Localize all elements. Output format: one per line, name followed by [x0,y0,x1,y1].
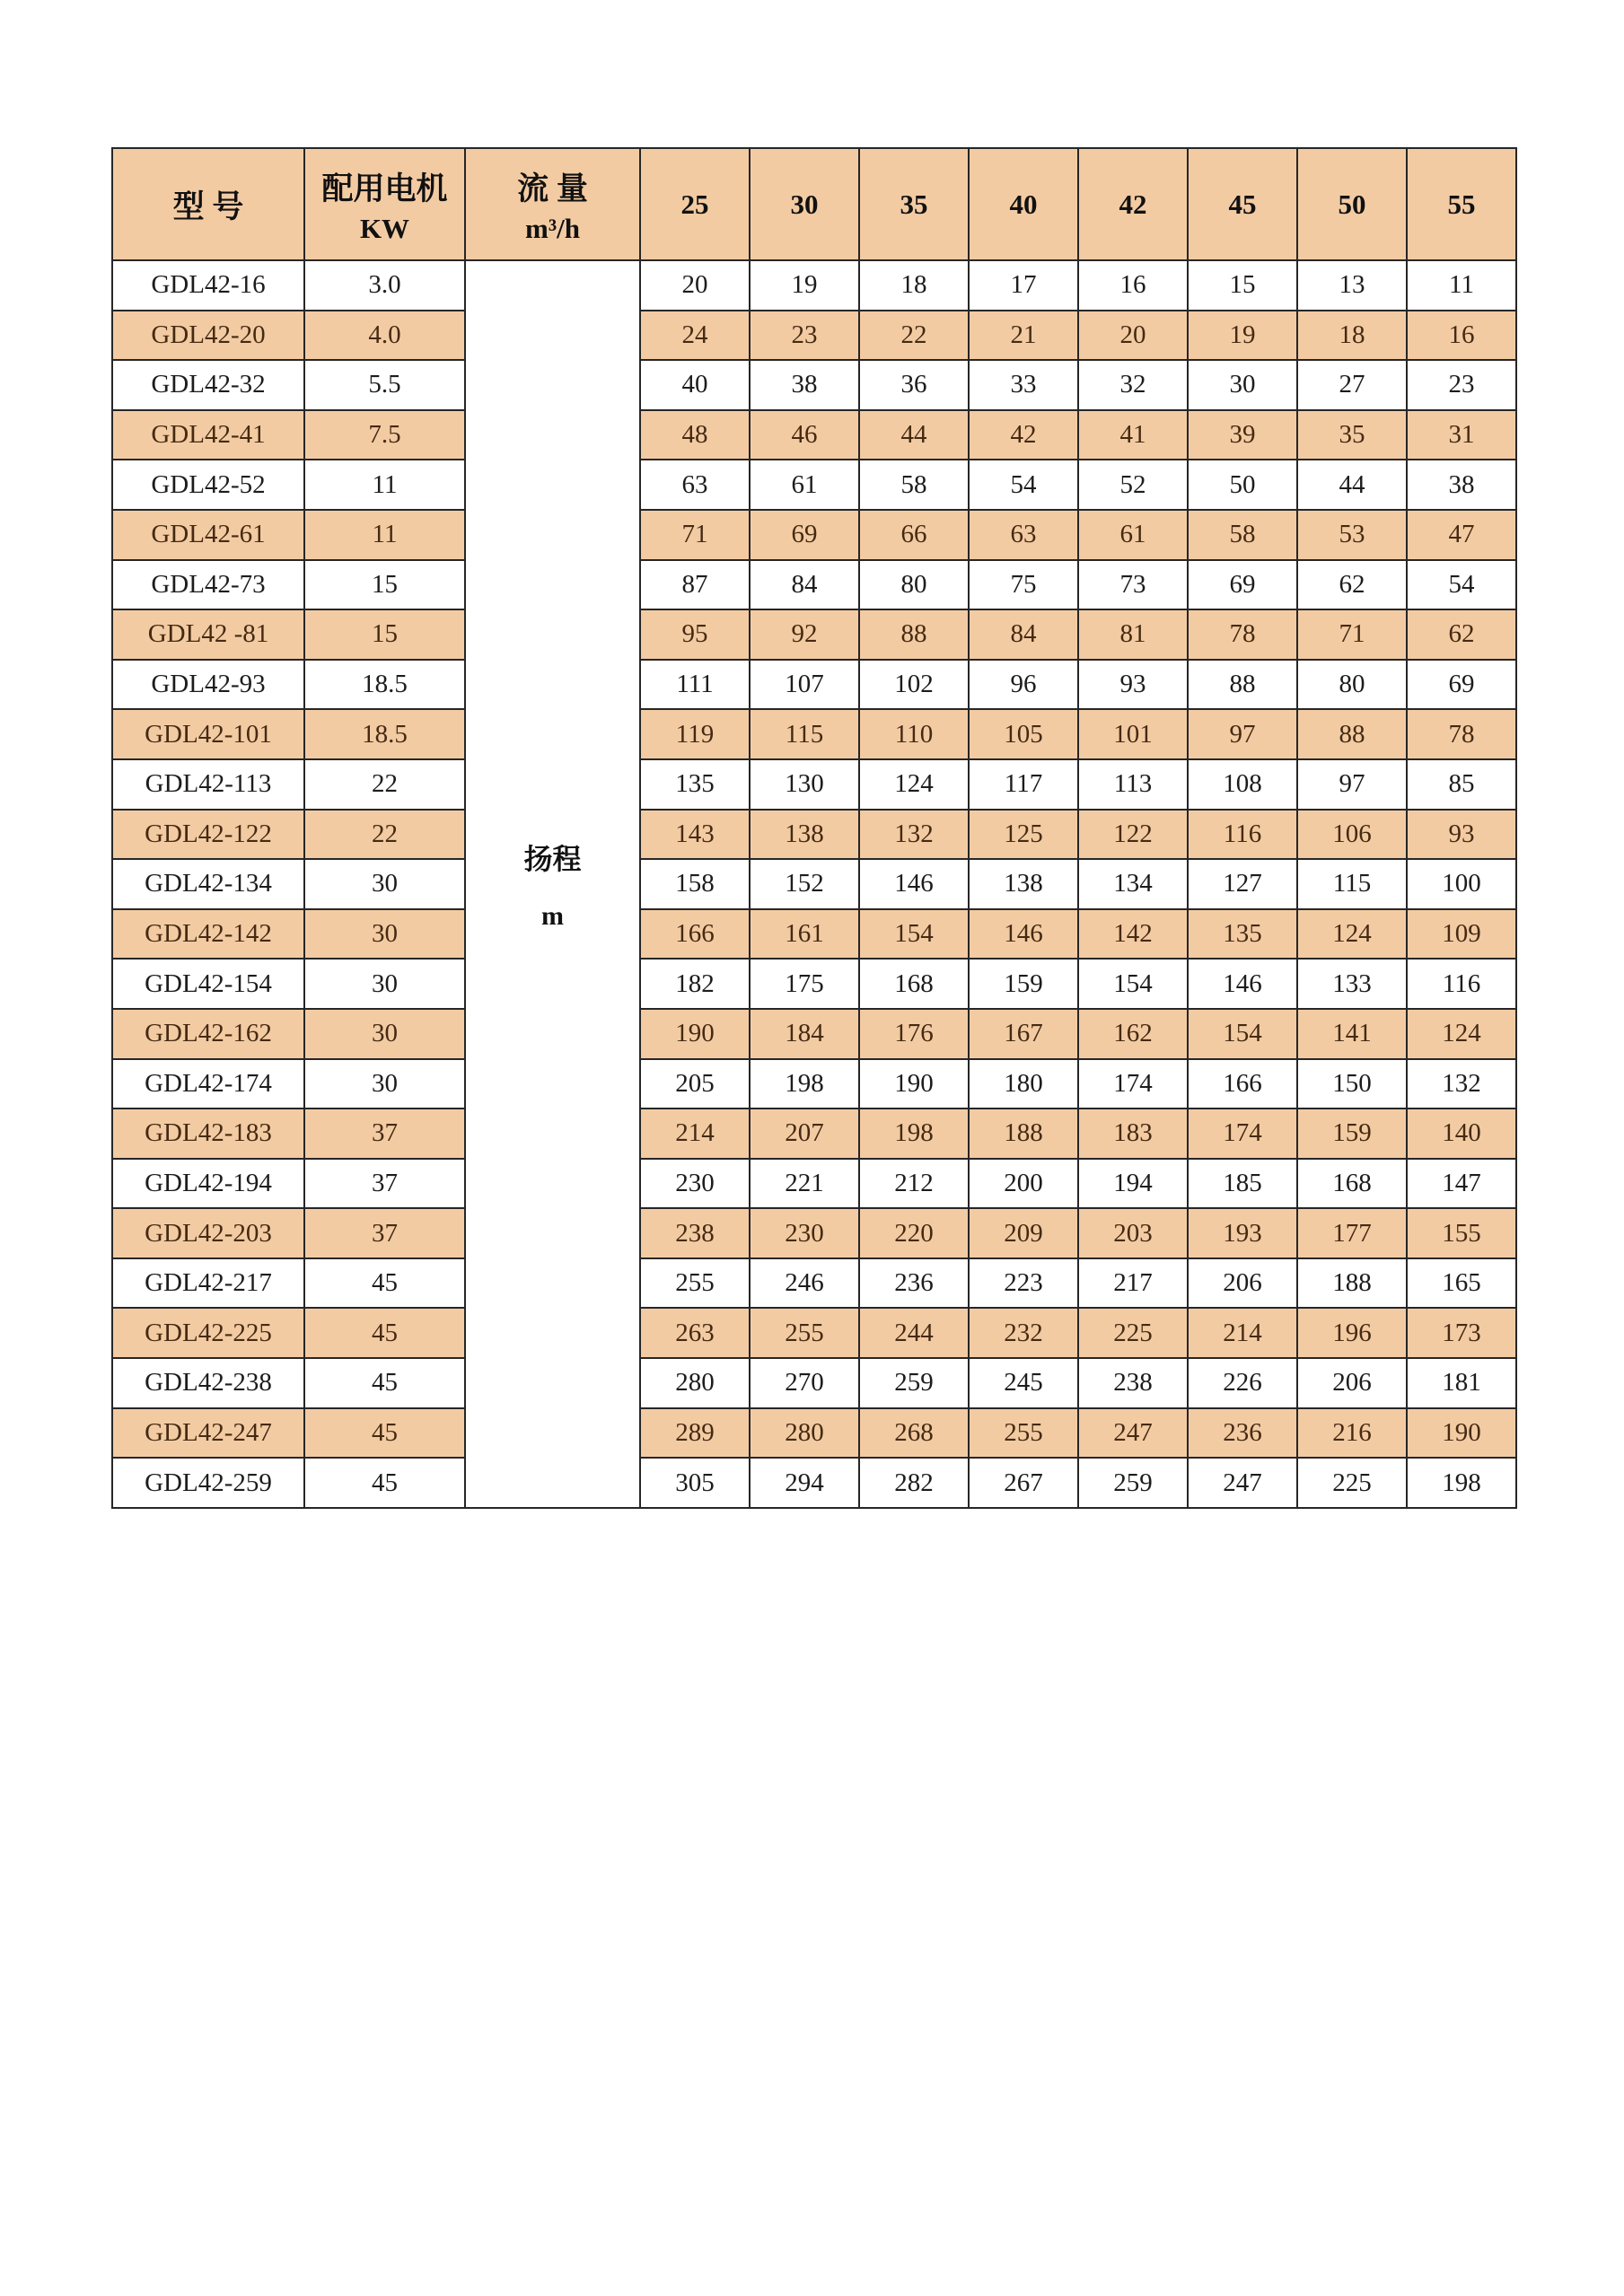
head-value-cell: 232 [969,1308,1078,1358]
motor-kw-cell: 45 [304,1358,465,1408]
table-row [112,1258,1516,1309]
head-value-cell: 63 [640,460,750,510]
head-value-cell: 207 [750,1109,859,1159]
head-value-cell: 132 [1407,1059,1516,1109]
head-value-cell: 150 [1297,1059,1407,1109]
head-value-cell: 71 [1297,609,1407,660]
head-value-cell: 15 [1188,260,1297,311]
head-value-cell: 177 [1297,1208,1407,1258]
head-value-cell: 154 [1188,1009,1297,1059]
head-value-cell: 135 [1188,909,1297,960]
head-value-cell: 96 [969,660,1078,710]
head-value-cell: 193 [1188,1208,1297,1258]
header-flow-30: 30 [750,148,859,260]
head-value-cell: 101 [1078,709,1188,759]
head-value-cell: 27 [1297,360,1407,410]
head-value-cell: 36 [859,360,969,410]
head-value-cell: 32 [1078,360,1188,410]
head-value-cell: 16 [1078,260,1188,311]
header-model: 型 号 [112,148,304,260]
table-row [112,1159,1516,1209]
head-value-cell: 267 [969,1458,1078,1508]
head-value-cell: 282 [859,1458,969,1508]
motor-kw-cell: 11 [304,510,465,560]
head-value-cell: 190 [1407,1408,1516,1459]
head-value-cell: 226 [1188,1358,1297,1408]
head-value-cell: 166 [640,909,750,960]
head-value-cell: 80 [1297,660,1407,710]
head-value-cell: 54 [969,460,1078,510]
head-value-cell: 176 [859,1009,969,1059]
head-value-cell: 108 [1188,759,1297,810]
head-value-cell: 255 [969,1408,1078,1459]
motor-kw-cell: 30 [304,959,465,1009]
head-value-cell: 159 [969,959,1078,1009]
motor-kw-cell: 37 [304,1159,465,1209]
head-value-cell: 268 [859,1408,969,1459]
table-row [112,1059,1516,1109]
model-cell: GDL42-93 [112,660,304,710]
head-value-cell: 198 [750,1059,859,1109]
head-value-cell: 146 [969,909,1078,960]
head-value-cell: 161 [750,909,859,960]
table-row [112,959,1516,1009]
head-value-cell: 216 [1297,1408,1407,1459]
head-value-cell: 263 [640,1308,750,1358]
head-value-cell: 93 [1078,660,1188,710]
head-value-cell: 40 [640,360,750,410]
head-value-cell: 245 [969,1358,1078,1408]
model-cell: GDL42-122 [112,810,304,860]
head-value-cell: 41 [1078,410,1188,460]
head-value-cell: 244 [859,1308,969,1358]
head-value-cell: 81 [1078,609,1188,660]
head-value-cell: 61 [750,460,859,510]
head-value-cell: 116 [1407,959,1516,1009]
head-value-cell: 30 [1188,360,1297,410]
head-value-cell: 230 [640,1159,750,1209]
header-flow-line2: m³/h [525,212,580,244]
table-row [112,360,1516,410]
head-value-cell: 125 [969,810,1078,860]
head-value-cell: 158 [640,859,750,909]
head-value-cell: 20 [1078,311,1188,361]
head-value-cell: 305 [640,1458,750,1508]
head-value-cell: 203 [1078,1208,1188,1258]
head-value-cell: 140 [1407,1109,1516,1159]
head-value-cell: 135 [640,759,750,810]
head-value-cell: 115 [750,709,859,759]
head-value-cell: 209 [969,1208,1078,1258]
head-value-cell: 124 [859,759,969,810]
head-value-cell: 95 [640,609,750,660]
model-cell: GDL42-101 [112,709,304,759]
head-value-cell: 97 [1188,709,1297,759]
head-value-cell: 166 [1188,1059,1297,1109]
head-value-cell: 230 [750,1208,859,1258]
model-cell: GDL42-61 [112,510,304,560]
header-flow-45: 45 [1188,148,1297,260]
head-value-cell: 117 [969,759,1078,810]
head-value-cell: 63 [969,510,1078,560]
head-value-cell: 255 [750,1308,859,1358]
head-value-cell: 21 [969,311,1078,361]
head-value-cell: 18 [859,260,969,311]
head-value-cell: 78 [1188,609,1297,660]
table-row [112,510,1516,560]
head-value-cell: 138 [750,810,859,860]
head-value-cell: 174 [1078,1059,1188,1109]
model-cell: GDL42-225 [112,1308,304,1358]
motor-kw-cell: 15 [304,609,465,660]
head-value-cell: 188 [969,1109,1078,1159]
head-value-cell: 141 [1297,1009,1407,1059]
model-cell: GDL42-247 [112,1408,304,1459]
head-value-cell: 206 [1188,1258,1297,1309]
head-value-cell: 88 [859,609,969,660]
head-value-cell: 280 [750,1408,859,1459]
head-value-cell: 20 [640,260,750,311]
head-value-cell: 270 [750,1358,859,1408]
head-value-cell: 223 [969,1258,1078,1309]
head-value-cell: 38 [750,360,859,410]
head-value-cell: 154 [859,909,969,960]
head-value-cell: 143 [640,810,750,860]
model-cell: GDL42-174 [112,1059,304,1109]
head-value-cell: 238 [640,1208,750,1258]
head-value-cell: 52 [1078,460,1188,510]
table-row [112,859,1516,909]
motor-kw-cell: 30 [304,909,465,960]
head-value-cell: 11 [1407,260,1516,311]
head-value-cell: 113 [1078,759,1188,810]
head-value-cell: 133 [1297,959,1407,1009]
head-value-cell: 71 [640,510,750,560]
model-cell: GDL42-73 [112,560,304,610]
head-value-cell: 107 [750,660,859,710]
head-value-cell: 22 [859,311,969,361]
table-row [112,311,1516,361]
head-value-cell: 280 [640,1358,750,1408]
model-cell: GDL42-194 [112,1159,304,1209]
head-value-cell: 214 [640,1109,750,1159]
head-value-cell: 78 [1407,709,1516,759]
head-value-cell: 190 [640,1009,750,1059]
head-value-cell: 44 [859,410,969,460]
motor-kw-cell: 15 [304,560,465,610]
head-value-cell: 185 [1188,1159,1297,1209]
head-value-cell: 168 [1297,1159,1407,1209]
head-value-cell: 190 [859,1059,969,1109]
head-value-cell: 247 [1078,1408,1188,1459]
motor-kw-cell: 7.5 [304,410,465,460]
head-value-cell: 146 [859,859,969,909]
table-row [112,660,1516,710]
header-flow-line1: 流 量 [517,171,588,206]
head-value-cell: 198 [1407,1458,1516,1508]
motor-kw-cell: 45 [304,1458,465,1508]
head-value-cell: 198 [859,1109,969,1159]
motor-kw-cell: 3.0 [304,260,465,311]
motor-kw-cell: 45 [304,1258,465,1309]
table-row [112,810,1516,860]
head-value-cell: 46 [750,410,859,460]
head-value-cell: 100 [1407,859,1516,909]
head-value-cell: 146 [1188,959,1297,1009]
model-cell: GDL42-203 [112,1208,304,1258]
head-value-cell: 88 [1297,709,1407,759]
motor-kw-cell: 37 [304,1208,465,1258]
head-value-cell: 85 [1407,759,1516,810]
table-row [112,1009,1516,1059]
model-cell: GDL42-16 [112,260,304,311]
model-cell: GDL42 -81 [112,609,304,660]
motor-kw-cell: 30 [304,859,465,909]
head-value-cell: 162 [1078,1009,1188,1059]
head-value-cell: 106 [1297,810,1407,860]
table-body [112,260,1516,1508]
table-row [112,909,1516,960]
head-value-cell: 205 [640,1059,750,1109]
head-value-cell: 167 [969,1009,1078,1059]
head-value-cell: 289 [640,1408,750,1459]
table-row [112,410,1516,460]
model-cell: GDL42-217 [112,1258,304,1309]
head-value-cell: 102 [859,660,969,710]
head-value-cell: 24 [640,311,750,361]
motor-kw-cell: 22 [304,810,465,860]
head-value-cell: 69 [1188,560,1297,610]
head-value-cell: 142 [1078,909,1188,960]
table-row [112,460,1516,510]
head-value-cell: 182 [640,959,750,1009]
head-value-cell: 109 [1407,909,1516,960]
header-motor-line1: 配用电机 [321,171,448,206]
head-value-cell: 168 [859,959,969,1009]
head-value-cell: 110 [859,709,969,759]
header-flow-35: 35 [859,148,969,260]
motor-kw-cell: 4.0 [304,311,465,361]
head-value-cell: 122 [1078,810,1188,860]
head-value-cell: 23 [1407,360,1516,410]
head-value-cell: 84 [969,609,1078,660]
head-value-cell: 116 [1188,810,1297,860]
motor-kw-cell: 18.5 [304,709,465,759]
model-cell: GDL42-183 [112,1109,304,1159]
header-flow-40: 40 [969,148,1078,260]
head-value-cell: 154 [1078,959,1188,1009]
model-cell: GDL42-162 [112,1009,304,1059]
head-value-cell: 259 [1078,1458,1188,1508]
motor-kw-cell: 5.5 [304,360,465,410]
head-value-cell: 53 [1297,510,1407,560]
head-value-cell: 132 [859,810,969,860]
head-value-cell: 97 [1297,759,1407,810]
head-value-cell: 124 [1297,909,1407,960]
head-value-cell: 152 [750,859,859,909]
head-value-cell: 200 [969,1159,1078,1209]
head-value-cell: 111 [640,660,750,710]
model-cell: GDL42-259 [112,1458,304,1508]
header-row [112,148,1516,260]
header-motor-kw [304,148,465,260]
head-value-cell: 134 [1078,859,1188,909]
table-row [112,1208,1516,1258]
head-value-cell: 175 [750,959,859,1009]
head-value-cell: 217 [1078,1258,1188,1309]
head-value-cell: 194 [1078,1159,1188,1209]
head-value-cell: 75 [969,560,1078,610]
head-value-cell: 19 [1188,311,1297,361]
model-cell: GDL42-154 [112,959,304,1009]
motor-kw-cell: 45 [304,1308,465,1358]
head-unit-merged-cell [465,260,640,1508]
head-value-cell: 62 [1407,609,1516,660]
head-value-cell: 196 [1297,1308,1407,1358]
head-value-cell: 17 [969,260,1078,311]
header-flow-25: 25 [640,148,750,260]
head-value-cell: 127 [1188,859,1297,909]
head-value-cell: 147 [1407,1159,1516,1209]
head-value-cell: 173 [1407,1308,1516,1358]
head-unit-line2: m [541,900,564,931]
table-row [112,1358,1516,1408]
head-unit-line1: 扬程 [523,842,582,875]
model-cell: GDL42-113 [112,759,304,810]
head-value-cell: 39 [1188,410,1297,460]
head-value-cell: 35 [1297,410,1407,460]
head-value-cell: 33 [969,360,1078,410]
head-value-cell: 69 [1407,660,1516,710]
model-cell: GDL42-41 [112,410,304,460]
head-value-cell: 93 [1407,810,1516,860]
header-flow [465,148,640,260]
head-value-cell: 225 [1078,1308,1188,1358]
head-value-cell: 294 [750,1458,859,1508]
head-value-cell: 259 [859,1358,969,1408]
motor-kw-cell: 18.5 [304,660,465,710]
motor-kw-cell: 30 [304,1059,465,1109]
motor-kw-cell: 11 [304,460,465,510]
head-value-cell: 69 [750,510,859,560]
head-value-cell: 246 [750,1258,859,1309]
model-cell: GDL42-32 [112,360,304,410]
model-cell: GDL42-134 [112,859,304,909]
head-value-cell: 236 [1188,1408,1297,1459]
header-motor-line2: KW [359,212,410,244]
head-value-cell: 47 [1407,510,1516,560]
table-row [112,1109,1516,1159]
table-row [112,709,1516,759]
table-row [112,560,1516,610]
head-value-cell: 61 [1078,510,1188,560]
head-value-cell: 183 [1078,1109,1188,1159]
head-value-cell: 180 [969,1059,1078,1109]
head-value-cell: 42 [969,410,1078,460]
head-value-cell: 184 [750,1009,859,1059]
head-value-cell: 38 [1407,460,1516,510]
head-value-cell: 58 [1188,510,1297,560]
head-value-cell: 206 [1297,1358,1407,1408]
head-value-cell: 130 [750,759,859,810]
head-value-cell: 247 [1188,1458,1297,1508]
head-value-cell: 44 [1297,460,1407,510]
head-value-cell: 124 [1407,1009,1516,1059]
model-cell: GDL42-238 [112,1358,304,1408]
head-value-cell: 181 [1407,1358,1516,1408]
table-row [112,1458,1516,1508]
head-value-cell: 188 [1297,1258,1407,1309]
head-value-cell: 92 [750,609,859,660]
header-flow-50: 50 [1297,148,1407,260]
head-value-cell: 73 [1078,560,1188,610]
head-value-cell: 48 [640,410,750,460]
model-cell: GDL42-20 [112,311,304,361]
head-value-cell: 174 [1188,1109,1297,1159]
head-value-cell: 66 [859,510,969,560]
head-value-cell: 236 [859,1258,969,1309]
table-row [112,759,1516,810]
head-value-cell: 214 [1188,1308,1297,1358]
head-value-cell: 212 [859,1159,969,1209]
head-value-cell: 255 [640,1258,750,1309]
head-value-cell: 84 [750,560,859,610]
pump-spec-table [111,147,1517,1509]
table-row [112,260,1516,311]
motor-kw-cell: 37 [304,1109,465,1159]
head-value-cell: 50 [1188,460,1297,510]
table-row [112,1408,1516,1459]
head-value-cell: 16 [1407,311,1516,361]
head-value-cell: 159 [1297,1109,1407,1159]
head-value-cell: 13 [1297,260,1407,311]
table-row [112,609,1516,660]
table-header [112,148,1516,260]
head-value-cell: 221 [750,1159,859,1209]
motor-kw-cell: 22 [304,759,465,810]
head-value-cell: 115 [1297,859,1407,909]
table-row [112,1308,1516,1358]
head-value-cell: 105 [969,709,1078,759]
head-value-cell: 238 [1078,1358,1188,1408]
motor-kw-cell: 45 [304,1408,465,1459]
head-value-cell: 80 [859,560,969,610]
header-flow-42: 42 [1078,148,1188,260]
head-value-cell: 18 [1297,311,1407,361]
head-value-cell: 54 [1407,560,1516,610]
motor-kw-cell: 30 [304,1009,465,1059]
head-value-cell: 220 [859,1208,969,1258]
header-flow-55: 55 [1407,148,1516,260]
head-value-cell: 165 [1407,1258,1516,1309]
head-value-cell: 225 [1297,1458,1407,1508]
model-cell: GDL42-142 [112,909,304,960]
head-value-cell: 88 [1188,660,1297,710]
head-value-cell: 155 [1407,1208,1516,1258]
head-value-cell: 138 [969,859,1078,909]
head-value-cell: 19 [750,260,859,311]
head-value-cell: 62 [1297,560,1407,610]
head-value-cell: 87 [640,560,750,610]
head-value-cell: 119 [640,709,750,759]
head-value-cell: 23 [750,311,859,361]
head-value-cell: 31 [1407,410,1516,460]
model-cell: GDL42-52 [112,460,304,510]
head-value-cell: 58 [859,460,969,510]
